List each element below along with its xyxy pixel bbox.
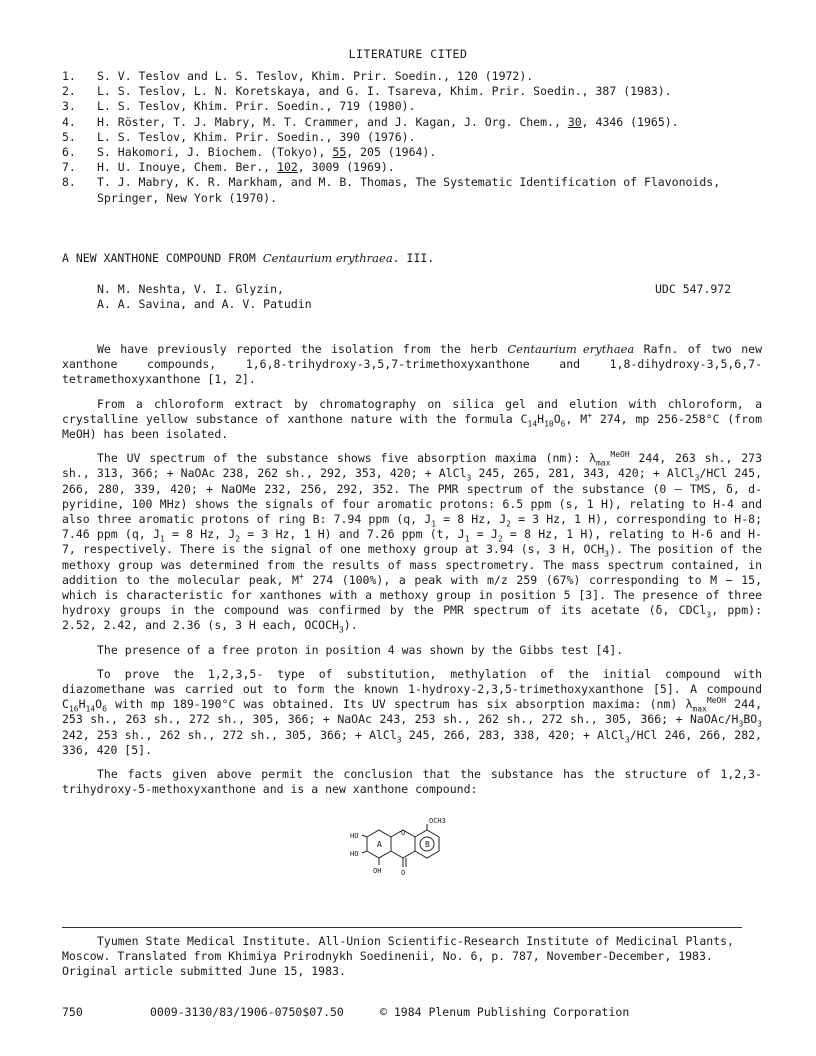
page-number: 750: [62, 1005, 83, 1019]
text-run: 3: [624, 734, 630, 744]
text-run: 14: [527, 419, 538, 429]
text-run: /HCl 246, 266, 282, 336, 420 [5].: [62, 727, 762, 757]
reference-text: [97, 175, 762, 205]
text-run: , ppm): 2.52, 2.42, and 2.36 (s, 3 H each, OCOCH: [62, 603, 762, 633]
text-run: L. S. Teslov, L. N. Koretskaya, and G. I. Tsareva, Khim. Prir. Soedin., 387 (1983).: [97, 84, 672, 99]
text-run: = 3 Hz, 1 H), corresponding to H-8; 7.46 ppm (q, J: [62, 512, 762, 542]
reference-number: 8.: [62, 175, 76, 190]
text-run: 1: [431, 519, 437, 529]
text-run: L. S. Teslov, Khim. Prir. Soedin., 390 (1976).: [97, 129, 416, 144]
reference-number: 1.: [62, 69, 76, 83]
text-run: 244, 263 sh., 273 sh., 313, 366; + NaOAc 238, 262 sh., 292, 353, 420; + AlCl: [62, 451, 762, 481]
text-run: The UV spectrum of the substance shows five absorption maxima (nm): λ: [97, 451, 596, 466]
text-run: 6: [102, 704, 107, 714]
article-title: [62, 251, 762, 266]
footnote: Tyumen State Medical Institute. All-Union Scientific-Research Institute of Medicinal Plants, Moscow. Translated from Khimiya Prirodnykh Soedinenii, No. 6, p. 787, November-December, 1983. Original article submitted June 15, 1983.: [62, 934, 734, 979]
text-run: 55: [332, 145, 347, 160]
reference-text: [97, 145, 762, 160]
reference-item: [62, 160, 762, 175]
struct-ring-oxygen-label: O: [401, 829, 406, 837]
reference-item: [62, 145, 762, 160]
text-run: 2: [235, 534, 241, 544]
reference-text: [97, 115, 762, 130]
text-run: 242, 253 sh., 262 sh., 272 sh., 305, 366; + AlCl: [62, 727, 397, 742]
text-run: , 3009 (1969).: [297, 160, 395, 175]
text-run: max: [692, 704, 707, 714]
reference-item: [62, 84, 762, 99]
reference-number: 3.: [62, 99, 76, 114]
text-run: ).: [343, 618, 358, 633]
reference-item: [62, 99, 762, 114]
text-run: 14: [85, 704, 96, 714]
text-run: S. Hakomori, J. Biochem. (Tokyo),: [97, 145, 333, 160]
text-run: 2: [506, 519, 511, 529]
reference-text: [97, 99, 762, 114]
body-paragraph: [62, 643, 762, 658]
article-code: 0009-3130/83/1906-0750$07.50: [150, 1005, 344, 1019]
text-run: H: [537, 411, 545, 426]
text-run: 3: [338, 625, 344, 635]
text-run: H. Röster, T. J. Mabry, M. T. Crammer, and J. Kagan, J. Org. Chem.,: [97, 114, 568, 129]
text-run: 3: [396, 734, 402, 744]
body-paragraph: [62, 397, 762, 443]
authors: [97, 282, 617, 312]
reference-number: 6.: [62, 145, 76, 160]
reference-text: [97, 84, 762, 99]
text-run: 1: [464, 534, 470, 544]
text-run: +: [587, 410, 593, 420]
struct-ring-b-label: B: [425, 840, 430, 849]
footnote-rule: [62, 927, 742, 928]
text-run: We have previously reported the isolation from the herb: [97, 342, 508, 356]
body-paragraph: [62, 667, 762, 758]
text-run: MeOH: [706, 696, 727, 706]
text-run: H. U. Inouye, Chem. Ber.,: [97, 160, 278, 175]
authors-line-1: N. M. Neshta, V. I. Glyzin,: [97, 282, 284, 296]
text-run: 3: [738, 719, 744, 729]
text-run: /HCl 245, 266, 280, 339, 420; + NaOMe 232, 256, 292, 352. The PMR spectrum of the substance (0 — TMS, δ, d-pyridine, 100 MHz) shows the signals of four aromatic protons: 6.5 ppm (s, 1 H), relating to H-4 and also three aromatic protons of ring B: 7.94 ppm (q, J: [62, 466, 763, 527]
text-run: , M: [565, 411, 588, 426]
struct-oh-label: OH: [373, 867, 382, 875]
text-run: 6: [560, 419, 566, 429]
text-run: S. V. Teslov and L. S. Teslov, Khim. Prir. Soedin., 120 (1972).: [97, 69, 534, 83]
body-paragraph: [62, 767, 762, 797]
chemical-structure: [345, 815, 475, 885]
reference-list: [62, 69, 762, 206]
struct-carbonyl-label: O: [401, 869, 406, 877]
body-paragraph: [62, 451, 762, 633]
text-run: T. J. Mabry, K. R. Markham, and M. B. Thomas, The Systematic Identification of Flavonoids, Springer, New York (1970).: [97, 175, 721, 205]
text-run: 3: [604, 549, 610, 559]
text-run: O: [95, 697, 103, 712]
reference-item: [62, 130, 762, 145]
text-run: 244, 253 sh., 263 sh., 272 sh., 305, 366; + NaOAc 243, 253 sh., 262 sh., 272 sh., 305, 366; + NaOAc/H: [62, 697, 762, 727]
reference-number: 2.: [62, 84, 76, 99]
text-run: = 8 Hz, J: [436, 512, 507, 527]
literature-cited-heading: LITERATURE CITED: [348, 47, 468, 61]
reference-text: [97, 130, 762, 145]
text-run: = J: [469, 527, 498, 542]
text-run: max: [595, 458, 611, 468]
text-run: with mp 189-190°C was obtained. Its UV spectrum has six absorption maxima: (nm) λ: [106, 697, 693, 712]
struct-ho-mid-label: HO: [350, 850, 359, 858]
text-run: From a chloroform extract by chromatography on silica gel and elution with chloroform, a crystalline yellow substance of xanthone nature with the formula C: [62, 396, 762, 426]
reference-item: [62, 175, 762, 205]
text-run: , 205 (1964).: [346, 145, 437, 160]
text-run: Centaurium erythaea: [507, 342, 635, 356]
text-run: 3: [466, 473, 472, 483]
text-run: 274, mp 256-258°C (from MeOH) has been isolated.: [62, 411, 762, 442]
text-run: 16: [68, 704, 79, 714]
text-run: 2: [497, 534, 503, 544]
reference-number: 7.: [62, 160, 76, 175]
reference-text: [97, 69, 762, 84]
text-run: , 4346 (1965).: [581, 114, 679, 129]
authors-line-2: A. A. Savina, and A. V. Patudin: [97, 297, 312, 312]
text-run: 1: [159, 534, 165, 544]
text-run: = 8 Hz, 1 H), relating to H-6 and H-7, respectively. There is the signal of one methoxy group at 3.94 (s, 3 H, OCH: [62, 527, 762, 557]
text-run: 3: [706, 610, 712, 620]
text-run: 3: [694, 473, 700, 483]
text-run: 274 (100%), a peak with m/z 259 (67%) corresponding to M − 15, which is characteristic for xanthones with a methoxy group in position 5 [3]. The presence of three hydroxy groups in the compound was confirmed by the PMR spectrum of its acetate (δ, CDCl: [62, 572, 762, 618]
reference-number: 4.: [62, 114, 76, 129]
text-run: H: [78, 697, 86, 712]
text-run: Rafn. of two new xanthone compounds, 1,6,8-trihydroxy-3,5,7-trimethoxyxanthone and 1,8-dihydroxy-3,5,6,7-tetramethoxyxanthone [1, 2].: [62, 342, 763, 387]
text-run: O: [553, 411, 561, 426]
text-run: = 8 Hz, J: [164, 527, 236, 542]
article-title-species: Centaurium erythraea: [262, 251, 393, 265]
struct-ring-a-label: A: [377, 840, 382, 849]
struct-och3-label: OCH3: [429, 817, 446, 825]
text-run: To prove the 1,2,3,5- type of substitution, methylation of the initial compound with diazomethane was carried out to form the known 1-hydroxy-2,3,5-trimethoxyxanthone [5]. A compound C: [62, 666, 762, 712]
reference-item: [62, 115, 762, 130]
text-run: The facts given above permit the conclusion that the substance has the structure of 1,2,3-trihydroxy-5-methoxyxanthone and is a new xanthone compound:: [62, 767, 762, 797]
text-run: = 3 Hz, 1 H) and 7.26 ppm (t, J: [240, 527, 465, 542]
copyright: © 1984 Plenum Publishing Corporation: [380, 1005, 630, 1019]
text-run: ). The position of the methoxy group was determined from the results of mass spectrometry. The mass spectrum contained, in addition to the molecular peak, M: [62, 542, 762, 587]
text-run: 245, 265, 281, 343, 420; + AlCl: [471, 466, 695, 481]
reference-number: 5.: [62, 129, 76, 144]
udc-code: UDC 547.972: [655, 282, 732, 296]
text-run: 245, 266, 283, 338, 420; + AlCl: [401, 727, 625, 742]
text-run: 30: [567, 114, 582, 129]
text-run: 3: [757, 719, 762, 729]
article-title-suffix: . III.: [392, 251, 435, 265]
reference-text: [97, 160, 762, 175]
text-run: 10: [544, 419, 554, 429]
text-run: L. S. Teslov, Khim. Prir. Soedin., 719 (1980).: [97, 99, 416, 114]
reference-item: [62, 69, 762, 84]
article-title-prefix: A NEW XANTHONE COMPOUND FROM: [62, 251, 263, 265]
text-run: 102: [277, 160, 298, 175]
body-paragraph: [62, 342, 762, 388]
text-run: MeOH: [610, 450, 630, 460]
article-body: [62, 342, 762, 797]
text-run: +: [298, 572, 304, 582]
struct-ho-top-label: HO: [350, 832, 359, 840]
text-run: BO: [743, 712, 758, 727]
text-run: The presence of a free proton in position 4 was shown by the Gibbs test [4].: [97, 642, 624, 657]
